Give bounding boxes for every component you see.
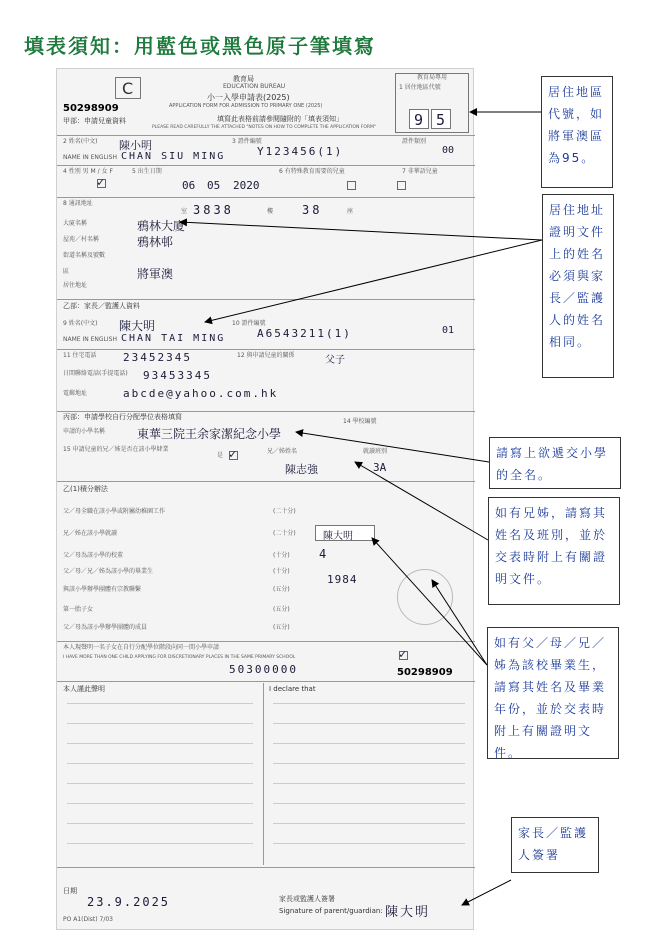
district-name-label: 區 [63, 268, 70, 275]
relation-label: 12 與申請兒童的關係 [237, 352, 295, 359]
flat-value[interactable]: 3838 [193, 203, 234, 217]
school-no-label: 14 學校編號 [343, 418, 377, 425]
arrow-address-1 [180, 222, 542, 240]
tie-mark: ✓ [399, 647, 407, 661]
mobile-value[interactable]: 93453345 [143, 369, 212, 382]
sibling-yes-label: 是 [217, 452, 224, 459]
building-value[interactable]: 鴉林大廈 [137, 219, 186, 233]
sibling-class-value[interactable]: 3A [373, 461, 387, 474]
date-value[interactable]: 23.9.2025 [87, 895, 171, 909]
form-title-en: APPLICATION FORM FOR ADMISSION TO PRIMARY ONE (2025) [169, 103, 323, 109]
name-zh-label: 2 姓名(中文) [63, 138, 98, 145]
points-row-pts: (十分) [273, 568, 290, 575]
doc-type-value[interactable]: 00 [442, 145, 455, 156]
signature-value[interactable]: 陳大明 [385, 905, 431, 920]
dob-label: 5 出生日期 [132, 168, 162, 175]
estate-value[interactable]: 鴉林邨 [137, 235, 174, 249]
block-label: 座 [347, 208, 354, 215]
street-label: 街道名稱及號數 [63, 252, 106, 259]
parent-doc-type-value[interactable]: 01 [442, 325, 455, 336]
signature-label-en: Signature of parent/guardian: [279, 907, 383, 915]
form-title-zh: 小一入學申請表(2025) [207, 93, 290, 102]
page-heading: 填表須知：用藍色或黑色原子筆填寫 [24, 34, 376, 58]
arrow-school [296, 432, 489, 462]
sibling-callout: 如有兄姊，請寫其姓名及班別，並於交表時附上有關證明文件。 [488, 497, 620, 605]
sex-label: 4 性別 男 M / 女 F [63, 168, 113, 175]
arrow-alumni-1 [372, 538, 487, 665]
signature-callout: 家長／監護人簽署 [511, 817, 599, 873]
parent-name-en-value[interactable]: CHAN TAI MING [121, 333, 226, 344]
relation-value[interactable]: 父子 [325, 355, 345, 366]
points-row-label: 父／母全職在該小學或附屬幼稚園工作 [63, 508, 166, 515]
points-row-pts: (五分) [273, 606, 290, 613]
dob-month[interactable]: 05 [207, 179, 221, 192]
alumni-class-value[interactable]: 4 [319, 547, 327, 561]
date-label: 日期 [63, 887, 77, 895]
points-row-label: 與該小學辦學團體有宗教聯繫 [63, 586, 142, 593]
name-zh-value[interactable]: 陳小明 [119, 139, 152, 152]
points-row-label: 兄／姊在該小學就讀 [63, 530, 118, 537]
phone-label: 11 住宅電話 [63, 352, 97, 359]
building-label: 大廈名稱 [63, 220, 88, 227]
office-use-label: 教育局專用 [417, 74, 448, 81]
doc-no-label: 3 證件編號 [232, 138, 262, 145]
district-code-label: 1 居住地區代號 [399, 84, 441, 91]
sibling-mark: ✓ [229, 447, 237, 461]
signature-label-zh: 家長或監護人簽署 [279, 895, 335, 903]
sibling-question: 15 申請兒童的兄／姊是否在該小學肄業 [63, 446, 169, 453]
points-row-label: 父／母為該小學的校董 [63, 552, 124, 559]
points-row-label: 父／母／兄／姊為該小學的畢業生 [63, 568, 154, 575]
address-label: 8 通訊地址 [63, 200, 93, 207]
district-code-digit-2: 5 [436, 111, 446, 129]
dob-day[interactable]: 06 [182, 179, 196, 192]
form-letter: C [122, 79, 134, 98]
name-en-label: NAME IN ENGLISH [63, 154, 117, 161]
address-callout: 居住地址證明文件上的姓名必須與家長／監護人的姓名相同。 [542, 194, 614, 378]
section-c-label: 丙部：申請學校自行分配學位表格填寫 [63, 413, 182, 421]
read-notes-en: PLEASE READ CAREFULLY THE ATTACHED "NOTES ON HOW TO COMPLETE THE APPLICATION FORM" [152, 125, 376, 130]
school-name-callout: 請寫上欲遞交小學的全名。 [489, 437, 621, 489]
serial-no: 50298909 [63, 103, 119, 114]
grad-year-value[interactable]: 1984 [327, 573, 358, 586]
undertaking-en: I HAVE MORE THAN ONE CHILD APPLYING FOR DISCRETIONARY PLACES IN THE SAME PRIMARY SCHOOL [63, 655, 296, 660]
district-code-callout: 居住地區代號，如將軍澳區為95。 [541, 76, 613, 188]
parent-name-zh-value[interactable]: 陳大明 [119, 319, 156, 333]
notes-zh: 本人謹此聲明 [63, 685, 105, 693]
section-a-label: 甲部：申請兒童資料 [63, 117, 126, 125]
points-row-label: 第一胎子女 [63, 606, 94, 613]
email-label: 電郵地址 [63, 390, 88, 397]
alumni-name-value: 陳大明 [323, 531, 353, 542]
dob-year[interactable]: 2020 [233, 179, 260, 192]
alumni-callout: 如有父／母／兄／姊為該校畢業生，請寫其姓名及畢業年份，並於交表時附上有關證明文件。 [487, 627, 619, 759]
parent-doc-value[interactable]: A6543211(1) [257, 327, 352, 340]
priority-header: 乙(1)積分辦法 [63, 485, 108, 493]
residential-label: 居住地址 [63, 282, 88, 289]
floor-label: 樓 [267, 208, 274, 215]
points-row-pts: (五分) [273, 586, 290, 593]
school-code-value[interactable]: 50300000 [229, 663, 298, 676]
points-row-pts: (十分) [273, 552, 290, 559]
parent-doc-label: 10 證件編號 [232, 320, 266, 327]
sibling-name-value[interactable]: 陳志強 [285, 463, 318, 476]
mobile-label: 日間聯絡電話(手提電話) [63, 370, 128, 377]
sen-label: 6 有特殊教育需要的兒童 [279, 168, 345, 175]
sibling-name-label: 兄／姊姓名 [267, 448, 298, 455]
arrow-sibling [355, 462, 488, 540]
phone-value[interactable]: 23452345 [123, 351, 192, 364]
parent-name-zh-label: 9 姓名(中文) [63, 320, 98, 327]
bureau-zh: 教育局 [233, 75, 254, 83]
sex-mark: ✓ [97, 175, 105, 189]
name-en-value[interactable]: CHAN SIU MING [121, 151, 226, 162]
sibling-class-label: 就讀班別 [363, 448, 388, 455]
estate-label: 屋苑／村名稱 [63, 236, 100, 243]
floor-value[interactable]: 38 [302, 203, 323, 217]
bureau-en: EDUCATION BUREAU [223, 83, 286, 90]
doc-type-label: 證件類別 [402, 138, 427, 145]
points-row-pts: (五分) [273, 624, 290, 631]
arrow-alumni-2 [432, 580, 487, 665]
non-chinese-label: 7 非華語兒童 [402, 168, 438, 175]
district-value[interactable]: 將軍澳 [137, 267, 174, 281]
email-value[interactable]: abcde@yahoo.com.hk [123, 387, 279, 400]
arrow-signature [462, 880, 511, 905]
flat-label: 室 [181, 208, 188, 215]
serial-no-bottom: 50298909 [397, 667, 453, 678]
parent-name-en-label: NAME IN ENGLISH [63, 336, 117, 343]
section-b-label: 乙部：家長／監護人資料 [63, 302, 140, 310]
undertaking-zh: 本人現聲明一名子女在自行分配學位階段向同一間小學申請 [63, 644, 220, 651]
read-notes-zh: 填寫此表格前請參閱隨附的「填表須知」 [217, 115, 343, 123]
doc-no-value[interactable]: Y123456(1) [257, 145, 344, 158]
school-name-label: 申請的小學名稱 [63, 428, 106, 435]
points-row-pts: (二十分) [273, 508, 296, 515]
district-code-digit-1: 9 [414, 111, 424, 129]
notes-en: I declare that [269, 685, 316, 693]
form-code: PO A1(Dist) 7/03 [63, 916, 113, 923]
points-row-label: 父／母為該小學辦學團體的成員 [63, 624, 148, 631]
school-name-value[interactable]: 東華三院王余家潔紀念小學 [137, 427, 282, 441]
points-row-pts: (二十分) [273, 530, 296, 537]
arrow-address-2 [205, 240, 542, 322]
